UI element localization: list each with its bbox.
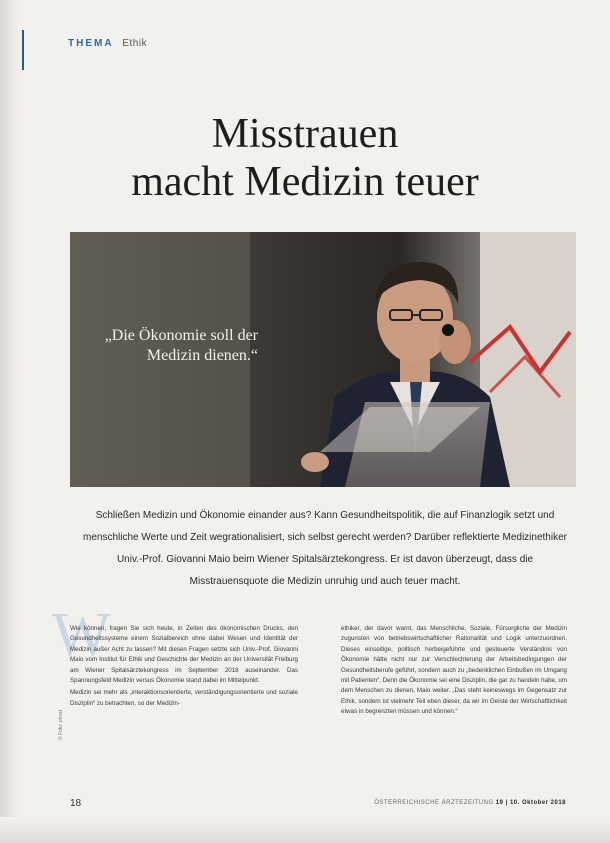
headline-line-1: Misstrauen xyxy=(211,111,399,157)
page-edge-bottom xyxy=(0,817,610,843)
section-rubric xyxy=(68,38,147,49)
article-lead: Schließen Medizin und Ökonomie einander aus? Kann Gesundheitspolitik, die auf Finanzlogik setzt und menschliche Werte und Zeit wegrationalisiert, sich selbst gerecht werden? Darüber reflektierte Medizinethiker Univ.-Prof. Giovanni Maio beim Wiener Spitalsärztekongress. Er ist davon überzeugt, dass die Misstrauensquote die Medizin unruhig und auch teuer macht. xyxy=(83,510,567,587)
rubric-keyword: THEMA xyxy=(68,38,114,49)
section-rule xyxy=(22,30,24,70)
footer-source xyxy=(374,800,566,806)
body-paragraph: Wie können, fragen Sie sich heute, in Zeiten des ökonomischen Drucks, den Gesundheitssysteme einem Sozialbereich ohne dabei Wesen und Identität der Medizin außer Acht zu lassen? Mit diesen Fragen setzte sich Univ.-Prof. Giovanni Maio vom Institut für Ethik und Geschichte der Medizin an der Universität Freiburg am Wiener Spitalsärztekongress im September 2018 auseinander. Das Spannungsfeld Medizin versus Ökonomie stand dabei im Mittelpunkt. xyxy=(70,625,298,685)
body-paragraph: ethiker, der davor warnt, das Menschliche, Soziale, Fürsorgliche der Medizin zugunsten von betriebswirtschaftlicher Rationalität und Logik unterzuordnen. Dieses einseitige, politisch herbeigeführte und gesteuerte Verständnis von Ökonomie hätte nicht nur zur Verschlechterung der Arbeitsbedingungen der Gesundheitsberufe geführt, sondern auch zu „bedenklichen Einbußen im Umgang mit Patienten“. Denn die Ökonomie sei eine Disziplin, die gar zu handeln habe, um dem Menschen zu dienen, Maio weiter. „Das steht keineswegs im Gegensatz zur Ethik, sondern ist vielmehr Teil eben dieser, da wir im Geiste der Wirtschaftlichkeit etwas in begrenzten müssen und können.“ xyxy=(341,625,567,716)
page-number: 18 xyxy=(70,798,82,809)
drop-initial: W xyxy=(52,601,111,669)
headline-line-2: macht Medizin teuer xyxy=(131,159,479,205)
footer-issue: 19 | 10. Oktober 2018 xyxy=(495,800,566,806)
body-column-left xyxy=(70,624,298,711)
article-headline xyxy=(0,110,610,206)
pull-quote: „Die Ökonomie soll der Medizin dienen.“ xyxy=(104,327,258,364)
body-paragraph: Medizin sei mehr als „interaktionsorientierte, verständigungsorientierte und soziale Disziplin“ zu betrachten, so der Medizin- xyxy=(70,689,298,707)
footer-publication: ÖSTERREICHISCHE ÄRZTEZEITUNG xyxy=(374,800,494,806)
article-photo xyxy=(70,232,576,487)
body-column-right xyxy=(341,624,567,720)
rubric-section: Ethik xyxy=(122,38,148,49)
photo-credit: © Foto: privat xyxy=(58,709,64,740)
